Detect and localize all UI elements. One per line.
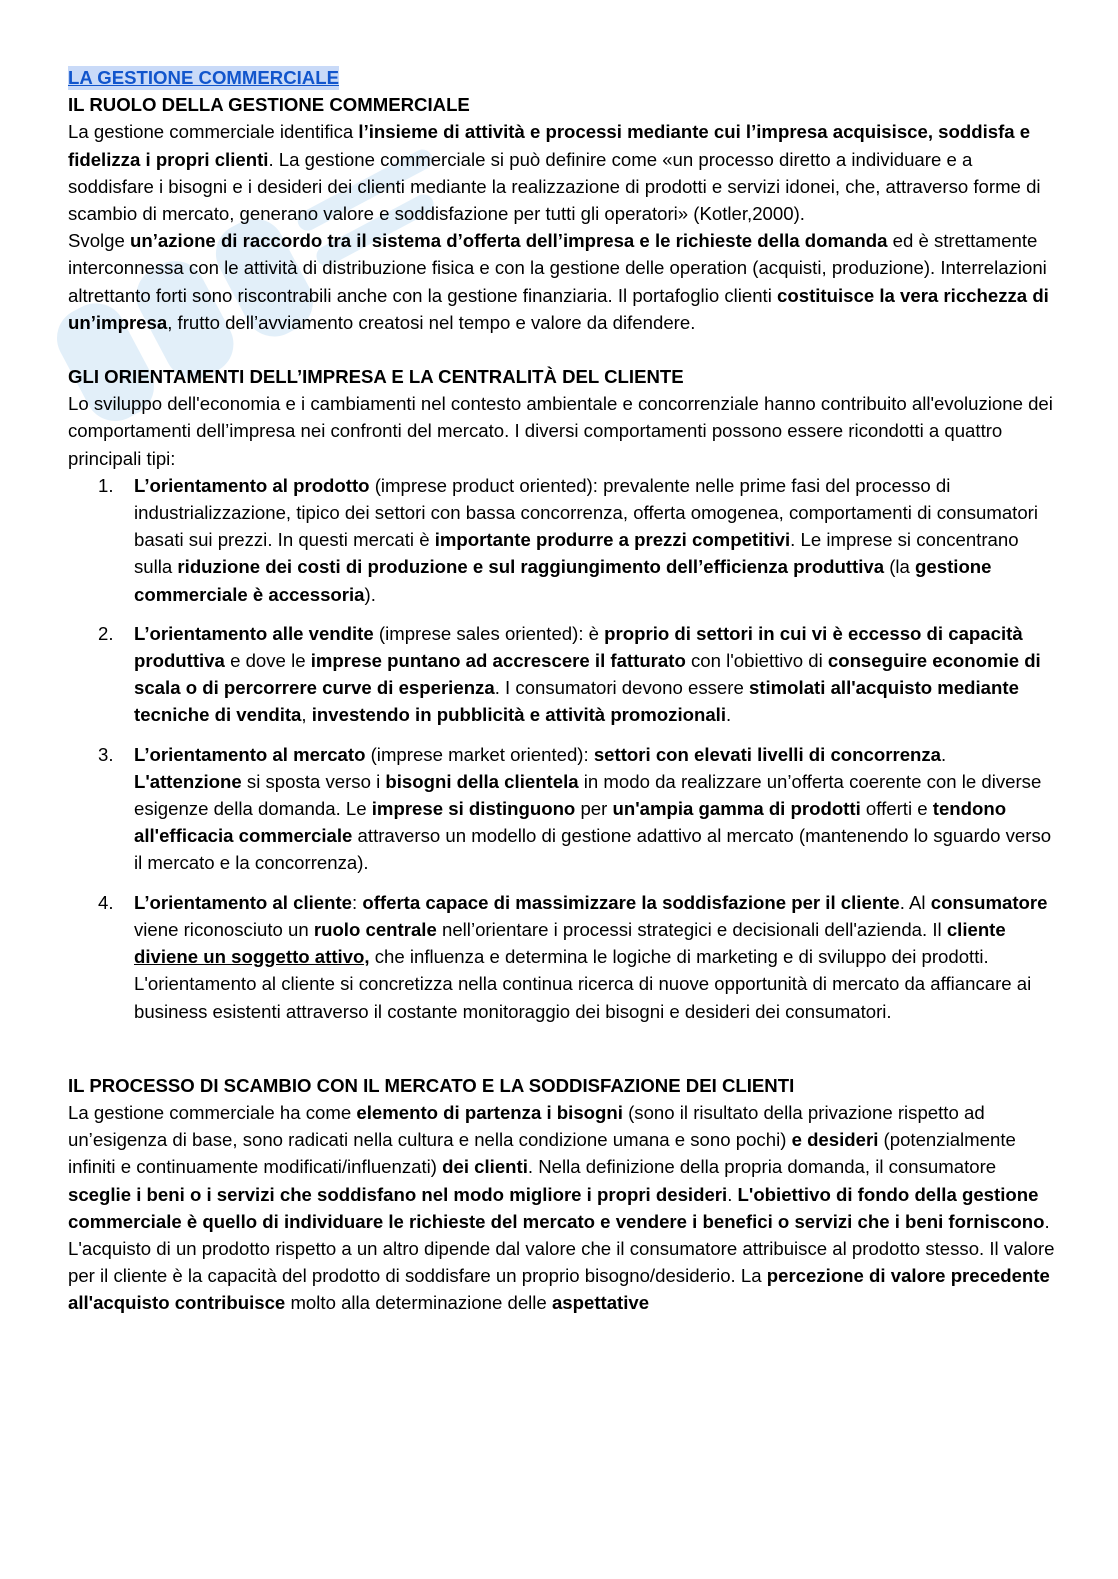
- section1-paragraph-2: Svolge un’azione di raccordo tra il sistema d’offerta dell’impresa e le richieste della domanda ed è strettamente interconnessa con le attività di distribuzione fisica e con la gestione delle operation (acquisti, produzione). Interrelazioni altrettanto forti sono riscontrabili anche con la gestione finanziaria. Il portafoglio clienti costituisce la vera ricchezza di un’impresa, frutto dell’avviamento creatosi nel tempo e valore da difendere.: [68, 230, 1049, 333]
- list-item-4: 4. L’orientamento al cliente: offerta capace di massimizzare la soddisfazione per il cliente. Al consumatore viene riconosciuto un ruolo centrale nell’orientare i processi strategici e decisionali dell'azienda. Il cliente diviene un soggetto attivo, che influenza e determina le logiche di marketing e di sviluppo dei prodotti. L'orientamento al cliente si concretizza nella continua ricerca di nuove opportunità di mercato da affiancare ai business esistenti attraverso il costante monitoraggio dei bisogni e desideri dei consumatori.: [134, 889, 1058, 1025]
- section3-paragraph-1: La gestione commerciale ha come elemento di partenza i bisogni (sono il risultato della privazione rispetto ad un’esigenza di base, sono radicati nella cultura e nella condizione umana e sono pochi) e desideri (potenzialmente infiniti e continuamente modificati/influenzati) dei clienti. Nella definizione della propria domanda, il consumatore sceglie i beni o i servizi che soddisfano nel modo migliore i propri desideri. L'obiettivo di fondo della gestione commerciale è quello di individuare le richieste del mercato e vendere i benefici o servizi che i beni forniscono.: [68, 1101, 1050, 1232]
- document-title-link[interactable]: LA GESTIONE COMMERCIALE: [68, 67, 339, 88]
- document-page: [68, 64, 1058, 1317]
- section2-intro: Lo sviluppo dell'economia e i cambiamenti nel contesto ambientale e concorrenziale hanno contribuito all'evoluzione dei comportamenti dell’impresa nei confronti del mercato. I diversi comportamenti possono essere ricondotti a quattro principali tipi:: [68, 393, 1053, 469]
- section1-heading: IL RUOLO DELLA GESTIONE COMMERCIALE: [68, 94, 470, 116]
- section3-heading: IL PROCESSO DI SCAMBIO CON IL MERCATO E LA SODDISFAZIONE DEI CLIENTI: [68, 1074, 795, 1096]
- list-number: 3.: [98, 743, 114, 765]
- section3-paragraph-2: L'acquisto di un prodotto rispetto a un altro dipende dal valore che il consumatore attribuisce al prodotto stesso. Il valore per il cliente è la capacità del prodotto di soddisfare un proprio bisogno/desiderio. La percezione di valore precedente all'acquisto contribuisce molto alla determinazione delle aspettative: [68, 1237, 1055, 1314]
- orientation-list: [68, 472, 1058, 1025]
- list-number: 4.: [98, 891, 114, 913]
- list-number: 2.: [98, 622, 114, 644]
- section1-paragraph-1: La gestione commerciale identifica l’insieme di attività e processi mediante cui l’impresa acquisisce, soddisfa e fidelizza i propri clienti. La gestione commerciale si può definire come «un processo diretto a individuare e a soddisfare i bisogni e i desideri dei clienti mediante la realizzazione di prodotti e servizi idonei, che, attraverso forme di scambio di mercato, generano valore e soddisfazione per tutti gli operatori» (Kotler,2000).: [68, 121, 1041, 225]
- list-item-1: 1. L’orientamento al prodotto (imprese product oriented): prevalente nelle prime fasi del processo di industrializzazione, tipico dei settori con bassa concorrenza, offerta omogenea, comportamenti di consumatori basati sui prezzi. In questi mercati è importante produrre a prezzi competitivi. Le imprese si concentrano sulla riduzione dei costi di produzione e sul raggiungimento dell’efficienza produttiva (la gestione commerciale è accessoria).: [134, 472, 1058, 608]
- list-item-2: 2. L’orientamento alle vendite (imprese sales oriented): è proprio di settori in cui vi è eccesso di capacità produttiva e dove le imprese puntano ad accrescere il fatturato con l'obiettivo di conseguire economie di scala o di percorrere curve di esperienza. I consumatori devono essere stimolati all'acquisto mediante tecniche di vendita, investendo in pubblicità e attività promozionali.: [134, 620, 1058, 729]
- list-number: 1.: [98, 474, 114, 496]
- section2-heading: GLI ORIENTAMENTI DELL’IMPRESA E LA CENTRALITÀ DEL CLIENTE: [68, 366, 684, 388]
- list-item-3: 3. L’orientamento al mercato (imprese market oriented): settori con elevati livelli di concorrenza. L'attenzione si sposta verso i bisogni della clientela in modo da realizzare un’offerta coerente con le diverse esigenze della domanda. Le imprese si distinguono per un'ampia gamma di prodotti offerti e tendono all'efficacia commerciale attraverso un modello di gestione adattivo al mercato (mantenendo lo sguardo verso il mercato e la concorrenza).: [134, 741, 1058, 877]
- list-item-4-continuation: L'orientamento al cliente si concretizza nella continua ricerca di nuove opportunità di mercato da affiancare ai business esistenti attraverso il costante monitoraggio dei bisogni e desideri dei consumatori.: [134, 973, 1032, 1022]
